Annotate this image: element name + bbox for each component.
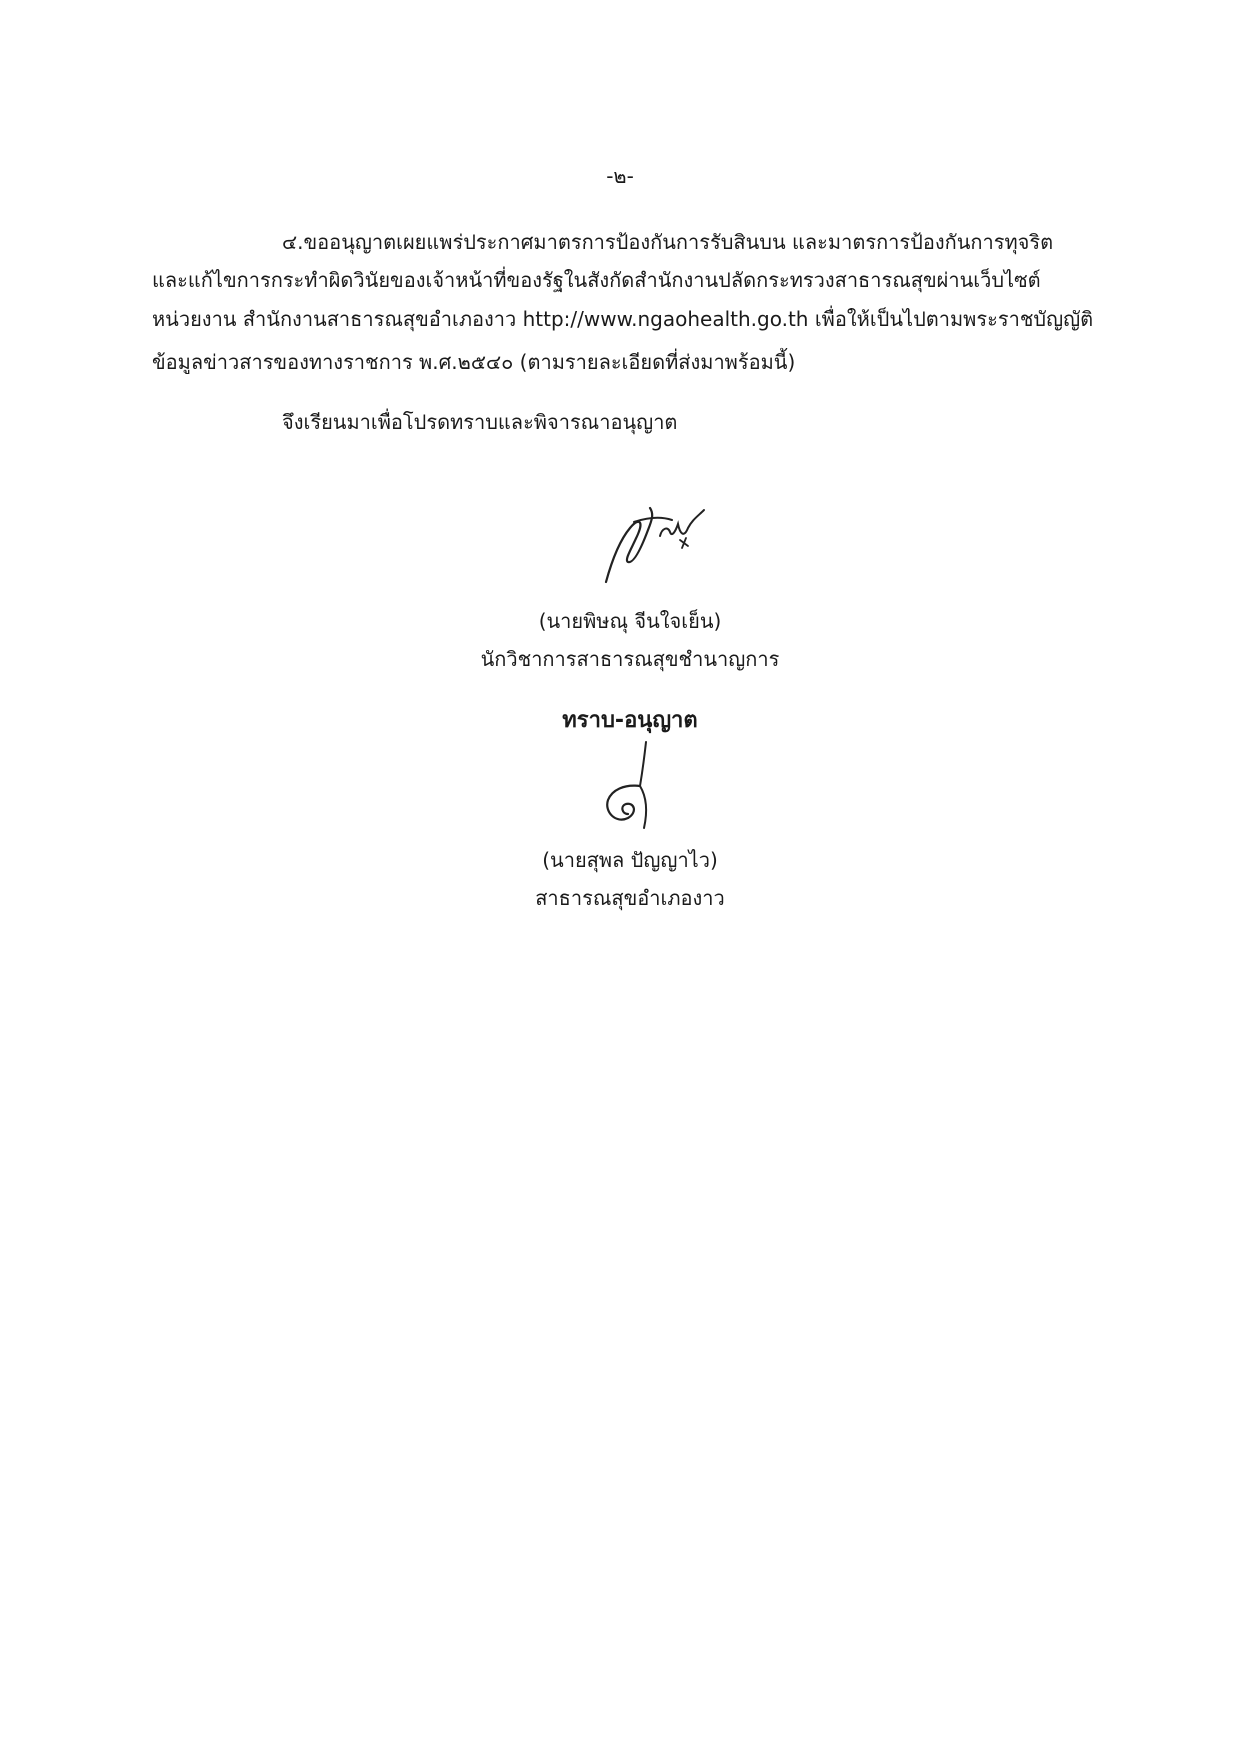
paragraph-line-1: ๔.ขออนุญาตเผยแพร่ประกาศมาตรการป้องกันการรับสินบน และมาตรการป้องกันการทุจริต <box>282 230 1054 254</box>
paragraph-line-2: และแก้ไขการกระทำผิดวินัยของเจ้าหน้าที่ของรัฐในสังกัดสำนักงานปลัดกระทรวงสาธารณสุขผ่านเว็บไซต์ <box>152 268 1041 292</box>
signature-1-icon <box>598 500 718 590</box>
signer-1-title: นักวิชาการสาธารณสุขชำนาญการ <box>480 647 780 671</box>
signature-2-icon <box>594 740 664 832</box>
signer-2-name: (นายสุพล ปัญญาไว) <box>542 848 718 872</box>
paragraph-line-3: หน่วยงาน สำนักงานสาธารณสุขอำเภองาว http://www.ngaohealth.go.th เพื่อให้เป็นไปตามพระราชบัญญัติ <box>152 307 1094 331</box>
signer-2-title: สาธารณสุขอำเภองาว <box>535 886 725 910</box>
page-number: -๒- <box>606 164 634 188</box>
paragraph-line-4: ข้อมูลข่าวสารของทางราชการ พ.ศ.๒๕๔๐ (ตามรายละเอียดที่ส่งมาพร้อมนี้) <box>152 350 796 374</box>
approval-label: ทราบ-อนุญาต <box>562 708 698 733</box>
signer-1-name: (นายพิษณุ จีนใจเย็น) <box>538 609 722 633</box>
closing-sentence: จึงเรียนมาเพื่อโปรดทราบและพิจารณาอนุญาต <box>282 410 678 434</box>
